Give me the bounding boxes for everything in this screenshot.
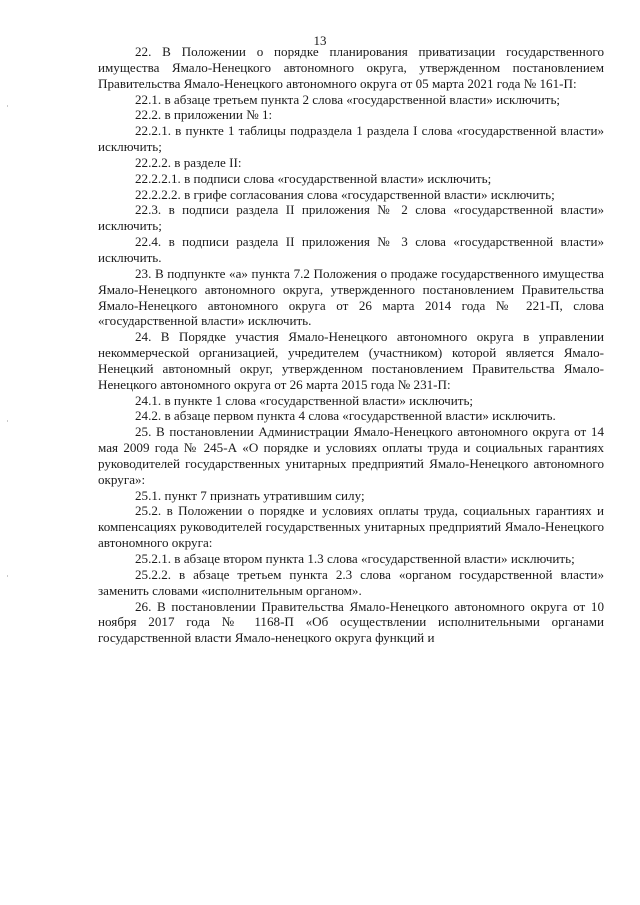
paragraph-25-2-1: 25.2.1. в абзаце втором пункта 1.3 слова «государственной власти» исключить; bbox=[135, 551, 575, 566]
page-number: 13 bbox=[313, 33, 327, 48]
paragraph-22-2-2: 22.2.2. в разделе II: bbox=[135, 154, 242, 170]
paragraph-24-1: 24.1. в пункте 1 слова «государственной власти» исключить; bbox=[135, 392, 474, 408]
document-body bbox=[98, 44, 604, 646]
scan-edge-mark bbox=[7, 575, 8, 577]
paragraph-23: 23. В подпункте «а» пункта 7.2 Положения о продаже государственного имущества Ямало-Ненецкого автономного округа, утвержденного постановлением Правительства Ямало-Ненецкого автономного округа от 26 марта 2014 года № 221-П, слова «государственной власти» исключить. bbox=[98, 265, 604, 329]
paragraph-22-2-1: 22.2.1. в пункте 1 таблицы подраздела 1 раздела I слова «государственной власти» исключить; bbox=[98, 123, 604, 155]
paragraph-22-1: 22.1. в абзаце третьем пункта 2 слова «государственной власти» исключить; bbox=[135, 91, 561, 107]
paragraph-24-2: 24.2. в абзаце первом пункта 4 слова «государственной власти» исключить. bbox=[135, 408, 556, 424]
paragraph-26: 26. В постановлении Правительства Ямало-Ненецкого автономного округа от 10 ноября 2017 года № 1168-П «Об осуществлении исполнительными органами государственной власти Ямало-ненецкого округа функций и bbox=[98, 598, 604, 646]
paragraph-22-4: 22.4. в подписи раздела II приложения № 3 слова «государственной власти» исключить. bbox=[98, 234, 604, 265]
paragraph-22-2: 22.2. в приложении № 1: bbox=[135, 107, 273, 123]
paragraph-25-2: 25.2. в Положении о порядке и условиях оплаты труда, социальных гарантиях и компенсациях руководителей государственных унитарных предприятий Ямало-Ненецкого автономного округа: bbox=[98, 503, 604, 551]
scan-edge-mark bbox=[7, 420, 8, 422]
paragraph-22-3: 22.3. в подписи раздела II приложения № 2 слова «государственной власти» исключить; bbox=[98, 202, 604, 234]
scan-edge-mark bbox=[7, 105, 8, 107]
paragraph-25: 25. В постановлении Администрации Ямало-Ненецкого автономного округа от 14 мая 2009 года № 245-А «О порядке и условиях оплаты труда и социальных гарантиях руководителей государственных унитарных предприятий Ямало-Ненецкого автономного округа»: bbox=[98, 424, 604, 487]
paragraph-25-2-2: 25.2.2. в абзаце третьем пункта 2.3 слова «органом государственной власти» заменить словами «исполнительным органом». bbox=[98, 566, 604, 598]
paragraph-24: 24. В Порядке участия Ямало-Ненецкого автономного округа в управлении некоммерческой организацией, учредителем (участником) которой является Ямало-Ненецкий автономный округ, утвержденном постановлением Правительства Ямало-Ненецкого автономного округа от 26 марта 2015 года № 231-П: bbox=[98, 329, 604, 392]
paragraph-22-2-2-1: 22.2.2.1. в подписи слова «государственной власти» исключить; bbox=[135, 170, 492, 186]
paragraph-25-1: 25.1. пункт 7 признать утратившим силу; bbox=[135, 487, 365, 503]
paragraph-22-2-2-2: 22.2.2.2. в грифе согласования слова «государственной власти» исключить; bbox=[135, 186, 555, 202]
paragraph-22: 22. В Положении о порядке планирования приватизации государственного имущества Ямало-Ненецкого автономного округа, утвержденном постановлением Правительства Ямало-Ненецкого автономного округа от 05 марта 2021 года № 161-П: bbox=[98, 44, 604, 91]
